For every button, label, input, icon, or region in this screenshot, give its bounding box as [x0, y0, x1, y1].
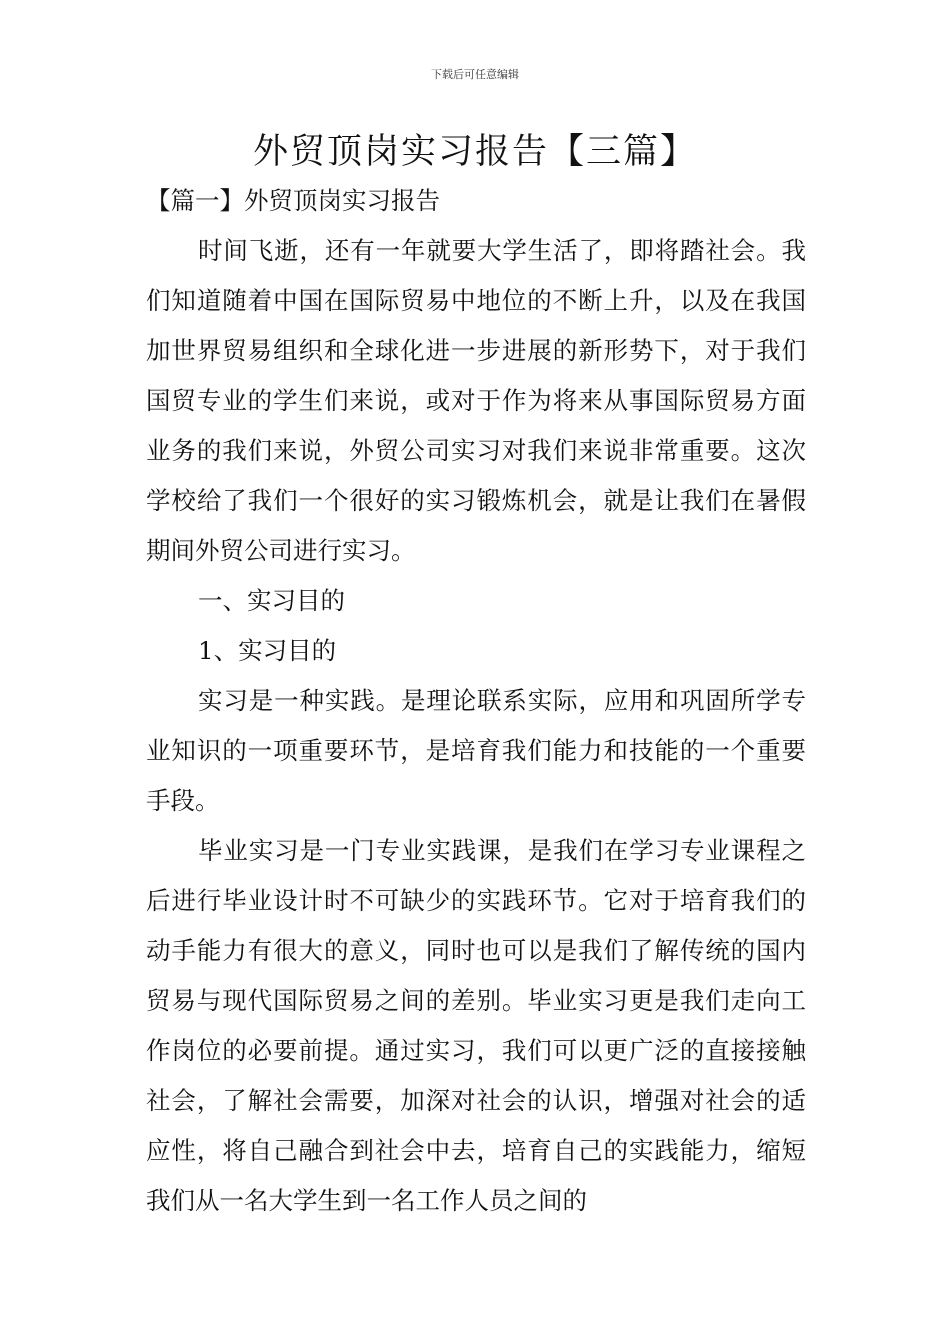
page-header-note: 下载后可任意编辑 [431, 68, 519, 81]
paragraph-intro: 时间飞逝，还有一年就要大学生活了，即将踏社会。我们知道随着中国在国际贸易中地位的不断上升，以及在我国加世界贸易组织和全球化进一步进展的新形势下，对于我们国贸专业的学生们来说，或对于作为将来从事国际贸易方面业务的我们来说，外贸公司实习对我们来说非常重要。这次学校给了我们一个很好的实习锻炼机会，就是让我们在暑假期间外贸公司进行实习。 [146, 236, 806, 565]
subheading-purpose: 1、实习目的 [198, 636, 337, 665]
paragraph-practice: 实习是一种实践。是理论联系实际，应用和巩固所学专业知识的一项重要环节，是培育我们能力和技能的一个重要手段。 [146, 686, 806, 815]
section-heading: 【篇一】外贸顶岗实习报告 [146, 186, 440, 215]
paragraph-graduation-internship: 毕业实习是一门专业实践课，是我们在学习专业课程之后进行毕业设计时不可缺少的实践环节。它对于培育我们的动手能力有很大的意义，同时也可以是我们了解传统的国内贸易与现代国际贸易之间的差别。毕业实习更是我们走向工作岗位的必要前提。通过实习，我们可以更广泛的直接接触社会，了解社会需要，加深对社会的认识，增强对社会的适应性，将自己融合到社会中去，培育自己的实践能力，缩短我们从一名大学生到一名工作人员之间的 [146, 836, 806, 1215]
heading-purpose: 一、实习目的 [198, 586, 345, 615]
document-title: 外贸顶岗实习报告【三篇】 [252, 132, 697, 172]
document-body [146, 176, 806, 1226]
